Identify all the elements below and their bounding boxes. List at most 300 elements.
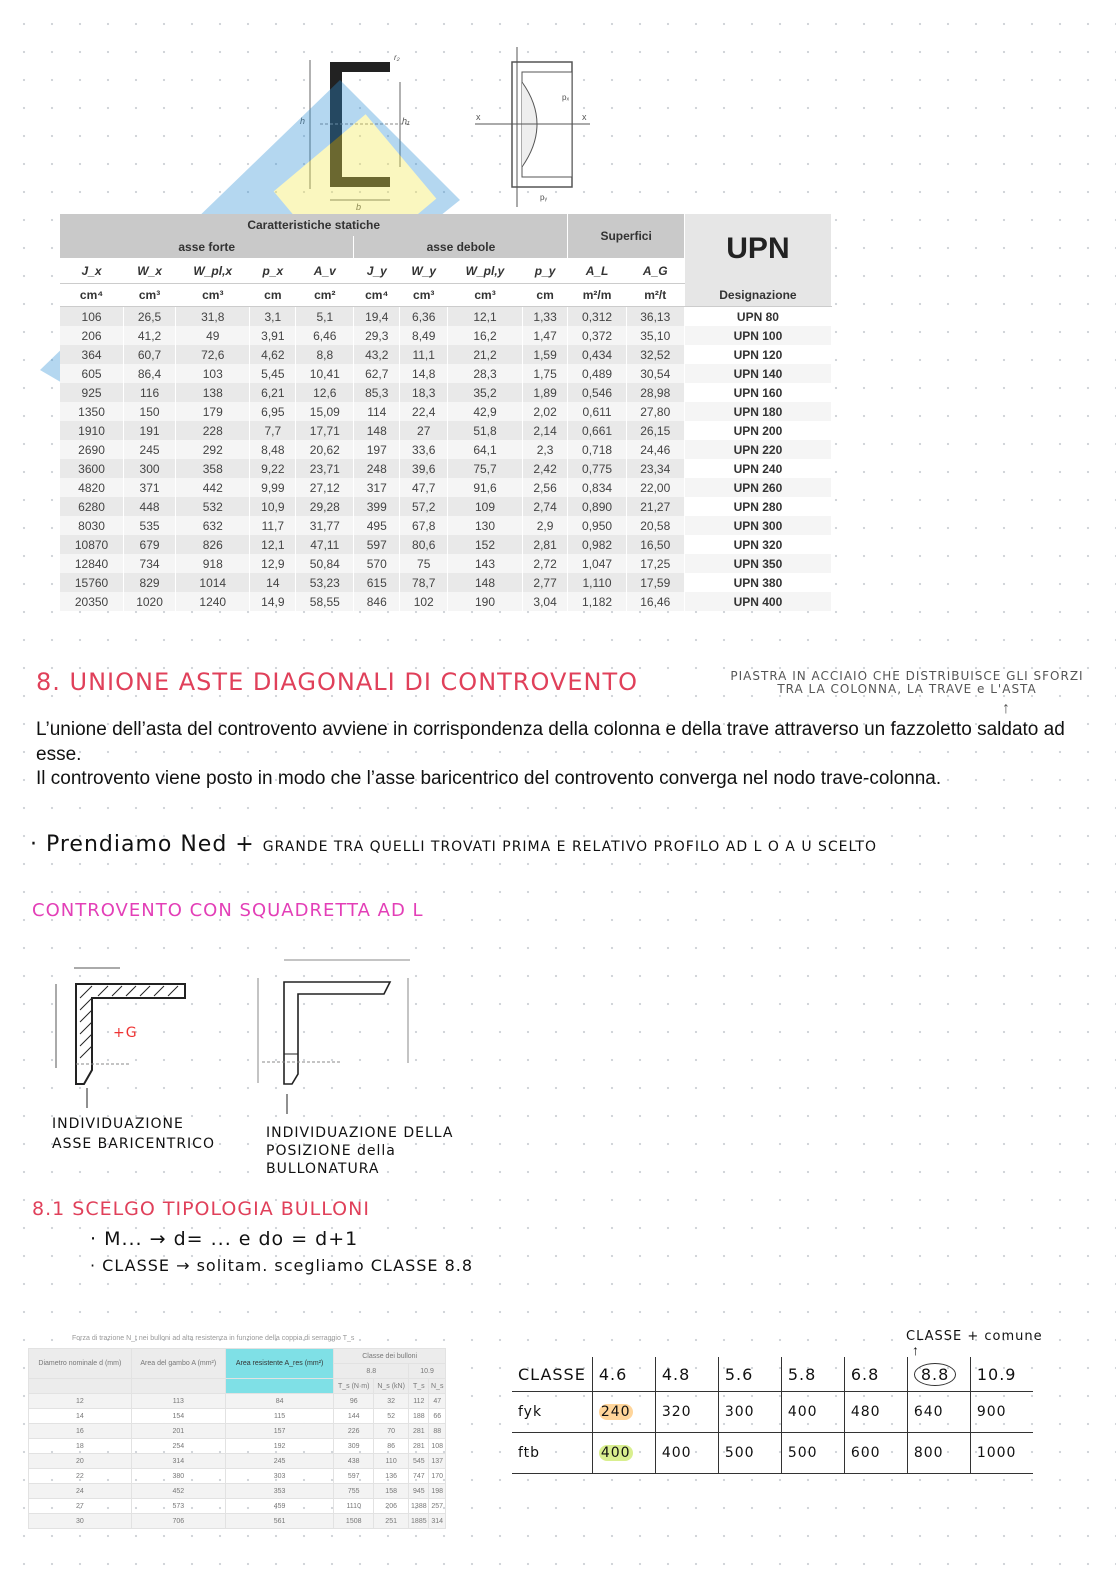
unit-cell: cm³ [176, 284, 250, 307]
designation-cell: UPN 120 [684, 345, 831, 364]
value-cell: 15,09 [296, 402, 354, 421]
value-cell: 281 [409, 1424, 429, 1439]
value-cell: 12,6 [296, 383, 354, 402]
symbol-cell: A_G [626, 258, 684, 284]
upn-properties-table [60, 214, 832, 611]
bolt-header-area-highlight: Area resistente A_res (mm²) [225, 1349, 333, 1379]
value-cell: 3600 [60, 459, 124, 478]
value-cell: 67,8 [400, 516, 448, 535]
value-cell: 148 [448, 573, 522, 592]
table-row [60, 364, 832, 383]
value-cell: 32 [374, 1394, 409, 1409]
value-cell: 20 [29, 1454, 132, 1469]
value-cell: 96 [334, 1394, 374, 1409]
value-cell: 251 [374, 1514, 409, 1529]
value-cell: 52 [374, 1409, 409, 1424]
designation-cell: UPN 140 [684, 364, 831, 383]
value-cell: 6,21 [250, 383, 296, 402]
unit-cell: m²/m [568, 284, 626, 307]
value-cell: 27,12 [296, 478, 354, 497]
designation-cell: UPN 80 [684, 307, 831, 327]
value-cell: 755 [334, 1484, 374, 1499]
ftb-cell [844, 1433, 907, 1474]
class-value: 5.8 [787, 1364, 817, 1384]
value-cell: 605 [60, 364, 124, 383]
value-cell: 0,611 [568, 402, 626, 421]
value-cell: 317 [354, 478, 400, 497]
value-cell: 85,3 [354, 383, 400, 402]
class-cell [844, 1357, 907, 1392]
value-cell: 75 [400, 554, 448, 573]
unit-cell: m²/t [626, 284, 684, 307]
table-row [60, 459, 832, 478]
value-cell: 846 [354, 592, 400, 611]
value-cell: 23,34 [626, 459, 684, 478]
unit-cell: cm⁴ [60, 284, 124, 307]
header-static-characteristics: Caratteristiche statiche [60, 214, 568, 236]
value-cell: 829 [124, 573, 176, 592]
value-cell: 0,546 [568, 383, 626, 402]
centroid-label: +G [113, 1025, 138, 1041]
value-cell: 20350 [60, 592, 124, 611]
value-cell: 1350 [60, 402, 124, 421]
value-cell: 197 [354, 440, 400, 459]
ftb-cell [781, 1433, 844, 1474]
class-row-label: CLASSE [518, 1364, 586, 1384]
bolt-tension-table [28, 1348, 446, 1529]
ftb-value: 500 [724, 1445, 755, 1461]
class-cell [907, 1357, 970, 1392]
symbol-cell: J_y [354, 258, 400, 284]
fyk-cell [970, 1392, 1033, 1433]
table-row [60, 478, 832, 497]
value-cell: 88 [429, 1424, 446, 1439]
value-cell: 0,775 [568, 459, 626, 478]
value-cell: 1,75 [522, 364, 568, 383]
value-cell: 0,661 [568, 421, 626, 440]
value-cell: 170 [429, 1469, 446, 1484]
value-cell: 62,7 [354, 364, 400, 383]
value-cell: 826 [176, 535, 250, 554]
class-cell [655, 1357, 718, 1392]
value-cell: 60,7 [124, 345, 176, 364]
value-cell: 632 [176, 516, 250, 535]
fyk-cell [718, 1392, 781, 1433]
table-row [60, 421, 832, 440]
value-cell: 561 [225, 1514, 333, 1529]
value-cell: 20,62 [296, 440, 354, 459]
class-value: 6.8 [850, 1364, 880, 1384]
value-cell: 12840 [60, 554, 124, 573]
value-cell: 314 [429, 1514, 446, 1529]
value-cell: 22 [29, 1469, 132, 1484]
value-cell: 112 [409, 1394, 429, 1409]
value-cell: 2690 [60, 440, 124, 459]
upn-brand-label: UPN [684, 214, 831, 284]
value-cell: 143 [448, 554, 522, 573]
designation-cell: UPN 400 [684, 592, 831, 611]
bolt-header: T_s [409, 1379, 429, 1394]
value-cell: 206 [60, 326, 124, 345]
value-cell: 303 [225, 1469, 333, 1484]
fyk-cell [592, 1392, 655, 1433]
value-cell: 18,3 [400, 383, 448, 402]
value-cell: 29,28 [296, 497, 354, 516]
value-cell: 452 [131, 1484, 225, 1499]
value-cell: 1,33 [522, 307, 568, 327]
value-cell: 1508 [334, 1514, 374, 1529]
l-angle-sketches [40, 958, 480, 1118]
bolt-header: Diametro nominale d (mm) [29, 1349, 132, 1379]
value-cell: 532 [176, 497, 250, 516]
value-cell: 1020 [124, 592, 176, 611]
unit-cell: cm³ [124, 284, 176, 307]
value-cell: 10,9 [250, 497, 296, 516]
value-cell: 138 [176, 383, 250, 402]
value-cell: 32,52 [626, 345, 684, 364]
value-cell: 21,27 [626, 497, 684, 516]
ftb-value: 800 [913, 1445, 944, 1461]
designation-cell: UPN 220 [684, 440, 831, 459]
value-cell: 615 [354, 573, 400, 592]
bolt-header: Area del gambo A (mm²) [131, 1349, 225, 1379]
value-cell: 106 [60, 307, 124, 327]
up-arrow-icon: ↑ [912, 1342, 919, 1358]
ftb-cell [970, 1433, 1033, 1474]
value-cell: 7,7 [250, 421, 296, 440]
table-row [60, 383, 832, 402]
value-cell: 137 [429, 1454, 446, 1469]
value-cell: 80,6 [400, 535, 448, 554]
class-cell [592, 1357, 655, 1392]
table-row [29, 1484, 446, 1499]
svg-text:b: b [356, 202, 362, 212]
fyk-value: 480 [850, 1404, 881, 1420]
paragraph-line: L’unione dell’asta del controvento avviene in corrispondenza della colonna e della trave attraverso un fazzoletto saldato ad esse. [36, 719, 1065, 765]
value-cell: 157 [225, 1424, 333, 1439]
table-row [60, 554, 832, 573]
value-cell: 26,5 [124, 307, 176, 327]
value-cell: 918 [176, 554, 250, 573]
ftb-value: 400 [600, 1445, 631, 1461]
value-cell: 3,04 [522, 592, 568, 611]
value-cell: 154 [131, 1409, 225, 1424]
caption-centroid-axis: INDIVIDUAZIONE ASSE BARICENTRICO [52, 1116, 215, 1152]
designation-cell: UPN 240 [684, 459, 831, 478]
value-cell: 42,9 [448, 402, 522, 421]
unit-cell: cm³ [400, 284, 448, 307]
value-cell: 925 [60, 383, 124, 402]
value-cell: 254 [131, 1439, 225, 1454]
table-row [60, 440, 832, 459]
table-row [29, 1469, 446, 1484]
value-cell: 2,42 [522, 459, 568, 478]
value-cell: 102 [400, 592, 448, 611]
value-cell: 75,7 [448, 459, 522, 478]
value-cell: 58,55 [296, 592, 354, 611]
value-cell: 15760 [60, 573, 124, 592]
ftb-row-label: ftb [518, 1445, 541, 1461]
value-cell: 8,48 [250, 440, 296, 459]
value-cell: 27,80 [626, 402, 684, 421]
fyk-value: 240 [600, 1404, 631, 1420]
class-cell [718, 1357, 781, 1392]
table-row [60, 516, 832, 535]
value-cell: 35,2 [448, 383, 522, 402]
value-cell: 20,58 [626, 516, 684, 535]
designation-cell: UPN 160 [684, 383, 831, 402]
value-cell: 86 [374, 1439, 409, 1454]
value-cell: 21,2 [448, 345, 522, 364]
section-8-1-title: 8.1 SCELGO TIPOLOGIA BULLONI [32, 1198, 370, 1220]
svg-text:x: x [582, 112, 587, 122]
value-cell: 12,9 [250, 554, 296, 573]
value-cell: 8,49 [400, 326, 448, 345]
value-cell: 2,77 [522, 573, 568, 592]
value-cell: 16,46 [626, 592, 684, 611]
ftb-value: 400 [661, 1445, 692, 1461]
value-cell: 50,84 [296, 554, 354, 573]
class-value: 10.9 [976, 1364, 1017, 1384]
value-cell: 47,7 [400, 478, 448, 497]
table-row [29, 1409, 446, 1424]
value-cell: 5,45 [250, 364, 296, 383]
bolt-class-b: 10.9 [409, 1364, 446, 1379]
value-cell: 201 [131, 1424, 225, 1439]
common-class-note: CLASSE + comune [906, 1329, 1043, 1344]
value-cell: 1,59 [522, 345, 568, 364]
value-cell: 190 [448, 592, 522, 611]
value-cell: 399 [354, 497, 400, 516]
value-cell: 6,46 [296, 326, 354, 345]
value-cell: 11,1 [400, 345, 448, 364]
value-cell: 28,3 [448, 364, 522, 383]
paragraph-line: Il controvento viene posto in modo che l’asse baricentrico del controvento converga nel nodo trave-colonna. [36, 768, 942, 789]
class-value: 4.8 [661, 1364, 691, 1384]
value-cell: 364 [60, 345, 124, 364]
value-cell: 16,2 [448, 326, 522, 345]
value-cell: 12 [29, 1394, 132, 1409]
symbol-cell: J_x [60, 258, 124, 284]
value-cell: 57,2 [400, 497, 448, 516]
ftb-cell [718, 1433, 781, 1474]
section-8-paragraph [36, 718, 1076, 792]
value-cell: 380 [131, 1469, 225, 1484]
value-cell: 110 [374, 1454, 409, 1469]
bullet-class: · CLASSE → solitam. scegliamo CLASSE 8.8 [90, 1256, 474, 1275]
symbol-cell: W_pl,x [176, 258, 250, 284]
value-cell: 14,8 [400, 364, 448, 383]
value-cell: 10,41 [296, 364, 354, 383]
value-cell: 103 [176, 364, 250, 383]
value-cell: 1,47 [522, 326, 568, 345]
value-cell: 150 [124, 402, 176, 421]
table-row [29, 1454, 446, 1469]
symbol-cell: W_y [400, 258, 448, 284]
value-cell: 1014 [176, 573, 250, 592]
value-cell: 158 [374, 1484, 409, 1499]
controvento-title: CONTROVENTO CON SQUADRETTA AD L [32, 900, 424, 921]
value-cell: 116 [124, 383, 176, 402]
value-cell: 33,6 [400, 440, 448, 459]
value-cell: 17,25 [626, 554, 684, 573]
value-cell: 0,890 [568, 497, 626, 516]
value-cell: 442 [176, 478, 250, 497]
ftb-cell [907, 1433, 970, 1474]
value-cell: 459 [225, 1499, 333, 1514]
value-cell: 706 [131, 1514, 225, 1529]
value-cell: 2,72 [522, 554, 568, 573]
table-row [60, 345, 832, 364]
value-cell: 292 [176, 440, 250, 459]
value-cell: 30 [29, 1514, 132, 1529]
value-cell: 3,91 [250, 326, 296, 345]
value-cell: 179 [176, 402, 250, 421]
fyk-cell [655, 1392, 718, 1433]
value-cell: 1110 [334, 1499, 374, 1514]
value-cell: 51,8 [448, 421, 522, 440]
value-cell: 2,56 [522, 478, 568, 497]
value-cell: 41,2 [124, 326, 176, 345]
value-cell: 5,1 [296, 307, 354, 327]
bolt-header: T_s (N·m) [334, 1379, 374, 1394]
fyk-value: 640 [913, 1404, 944, 1420]
class-cell [970, 1357, 1033, 1392]
value-cell: 8030 [60, 516, 124, 535]
class-value: 5.6 [724, 1364, 754, 1384]
ftb-value: 1000 [976, 1445, 1017, 1461]
value-cell: 281 [409, 1439, 429, 1454]
ftb-value: 500 [787, 1445, 818, 1461]
value-cell: 597 [334, 1469, 374, 1484]
up-arrow-icon: ↑ [1002, 700, 1010, 717]
prendiamo-note [30, 832, 877, 857]
fyk-value: 900 [976, 1404, 1007, 1420]
value-cell: 9,22 [250, 459, 296, 478]
table-row [60, 326, 832, 345]
value-cell: 679 [124, 535, 176, 554]
value-cell: 0,489 [568, 364, 626, 383]
fyk-value: 300 [724, 1404, 755, 1420]
value-cell: 108 [429, 1439, 446, 1454]
value-cell: 109 [448, 497, 522, 516]
value-cell: 0,950 [568, 516, 626, 535]
section-8-title: 8. UNIONE ASTE DIAGONALI DI CONTROVENTO [36, 668, 639, 696]
unit-cell: cm³ [448, 284, 522, 307]
value-cell: 47 [429, 1394, 446, 1409]
designation-cell: UPN 200 [684, 421, 831, 440]
table-row [29, 1394, 446, 1409]
unit-cell: cm [250, 284, 296, 307]
value-cell: 136 [374, 1469, 409, 1484]
value-cell: 64,1 [448, 440, 522, 459]
value-cell: 314 [131, 1454, 225, 1469]
value-cell: 115 [225, 1409, 333, 1424]
bullet-diameter: · M... → d= ... e do = d+1 [90, 1228, 359, 1250]
value-cell: 1388 [409, 1499, 429, 1514]
value-cell: 2,3 [522, 440, 568, 459]
value-cell: 78,7 [400, 573, 448, 592]
header-weak-axis: asse debole [354, 236, 568, 258]
value-cell: 535 [124, 516, 176, 535]
table-row [29, 1514, 446, 1529]
value-cell: 24 [29, 1484, 132, 1499]
value-cell: 371 [124, 478, 176, 497]
value-cell: 12,1 [250, 535, 296, 554]
value-cell: 114 [354, 402, 400, 421]
table-row [29, 1424, 446, 1439]
value-cell: 300 [124, 459, 176, 478]
ftb-cell [655, 1433, 718, 1474]
prendiamo-rest: GRANDE TRA QUELLI TROVATI PRIMA E RELATIVO PROFILO AD L O A U SCELTO [262, 839, 877, 855]
value-cell: 570 [354, 554, 400, 573]
value-cell: 14 [250, 573, 296, 592]
value-cell: 86,4 [124, 364, 176, 383]
value-cell: 14,9 [250, 592, 296, 611]
value-cell: 6,36 [400, 307, 448, 327]
value-cell: 495 [354, 516, 400, 535]
svg-text:r₂: r₂ [394, 53, 400, 62]
value-cell: 28,98 [626, 383, 684, 402]
fyk-cell [781, 1392, 844, 1433]
value-cell: 0,982 [568, 535, 626, 554]
svg-text:h₁: h₁ [402, 116, 410, 126]
value-cell: 30,54 [626, 364, 684, 383]
value-cell: 0,372 [568, 326, 626, 345]
ftb-value: 600 [850, 1445, 881, 1461]
unit-cell: cm [522, 284, 568, 307]
header-strong-axis: asse forte [60, 236, 354, 258]
value-cell: 309 [334, 1439, 374, 1454]
value-cell: 597 [354, 535, 400, 554]
value-cell: 4820 [60, 478, 124, 497]
value-cell: 31,77 [296, 516, 354, 535]
value-cell: 545 [409, 1454, 429, 1469]
gusset-plate-note: PIASTRA IN ACCIAIO CHE DISTRIBUISCE GLI SFORZI TRA LA COLONNA, LA TRAVE e L'ASTA [730, 669, 1084, 696]
value-cell: 113 [131, 1394, 225, 1409]
value-cell: 353 [225, 1484, 333, 1499]
value-cell: 23,71 [296, 459, 354, 478]
value-cell: 29,3 [354, 326, 400, 345]
designation-cell: UPN 260 [684, 478, 831, 497]
designation-cell: UPN 320 [684, 535, 831, 554]
symbol-cell: p_y [522, 258, 568, 284]
value-cell: 35,10 [626, 326, 684, 345]
value-cell: 148 [354, 421, 400, 440]
value-cell: 747 [409, 1469, 429, 1484]
value-cell: 17,59 [626, 573, 684, 592]
value-cell: 91,6 [448, 478, 522, 497]
symbol-cell: W_x [124, 258, 176, 284]
fyk-value: 320 [661, 1404, 692, 1420]
designation-cell: UPN 300 [684, 516, 831, 535]
designation-cell: UPN 380 [684, 573, 831, 592]
bolt-class-a: 8.8 [334, 1364, 409, 1379]
value-cell: 66 [429, 1409, 446, 1424]
value-cell: 6,95 [250, 402, 296, 421]
value-cell: 72,6 [176, 345, 250, 364]
svg-text:h: h [300, 116, 306, 126]
value-cell: 245 [225, 1454, 333, 1469]
header-surfaces: Superfici [568, 214, 684, 258]
value-cell: 0,834 [568, 478, 626, 497]
value-cell: 188 [409, 1409, 429, 1424]
value-cell: 43,2 [354, 345, 400, 364]
value-cell: 573 [131, 1499, 225, 1514]
value-cell: 11,7 [250, 516, 296, 535]
value-cell: 27 [400, 421, 448, 440]
value-cell: 17,71 [296, 421, 354, 440]
